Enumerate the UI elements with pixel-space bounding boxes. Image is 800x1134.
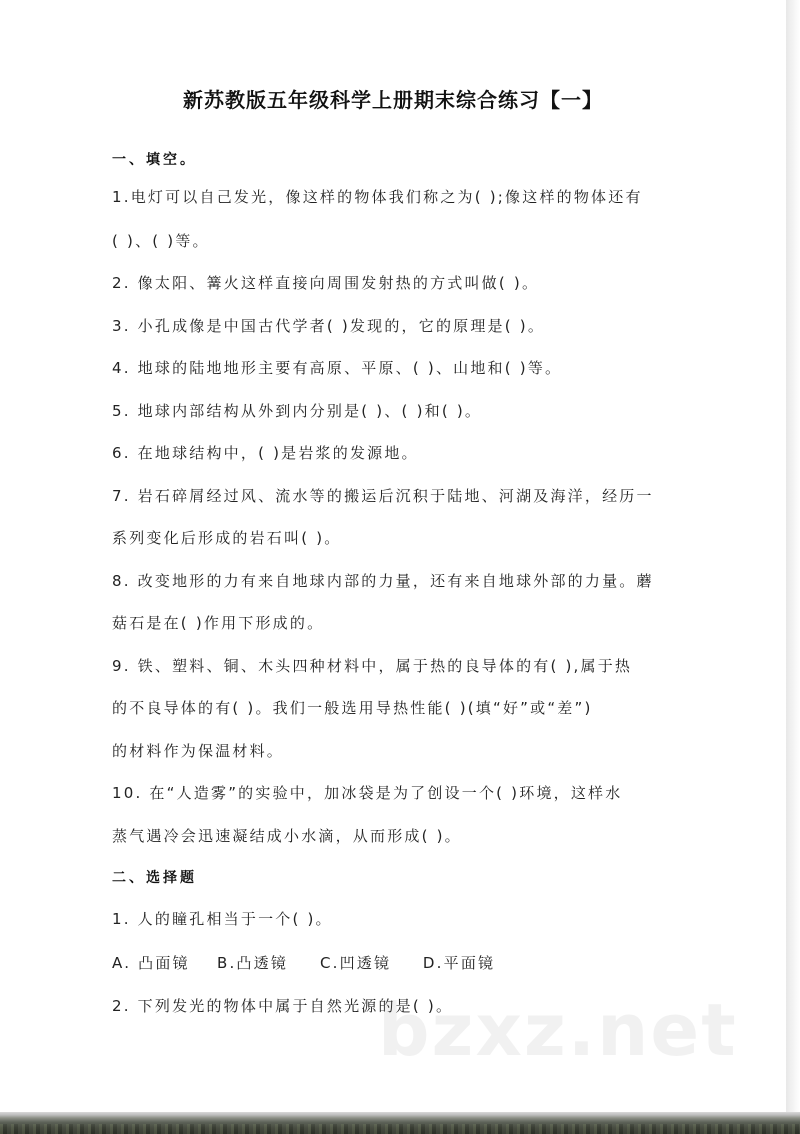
choice-options [112,952,495,973]
choice-question-1: 1. 人的瞳孔相当于一个( )。 [112,910,333,928]
page-edge-shadow [786,0,800,1112]
question-line: 5. 地球内部结构从外到内分别是( )、( )和( )。 [112,402,483,420]
option-c: C.凹透镜 [319,954,392,972]
question-line: 菇石是在( )作用下形成的。 [112,614,325,632]
section-heading-multiple-choice: 二、选择题 [112,870,197,886]
question-line: 的材料作为保温材料。 [112,742,285,760]
question-line: 3. 小孔成像是中国古代学者( )发现的，它的原理是( )。 [112,317,546,335]
watermark-logo: bzxz.net [378,988,738,1072]
question-line: 6. 在地球结构中，( )是岩浆的发源地。 [112,444,419,462]
page-title: 新苏教版五年级科学上册期末综合练习【一】 [183,88,603,112]
question-line: 系列变化后形成的岩石叫( )。 [112,529,342,547]
question-line: 蒸气遇冷会迅速凝结成小水滴，从而形成( )。 [112,827,462,845]
question-line: 2. 像太阳、篝火这样直接向周围发射热的方式叫做( )。 [112,274,540,292]
question-line: 8. 改变地形的力有来自地球内部的力量，还有来自地球外部的力量。蘑 [112,572,654,590]
background-strip [0,1112,800,1134]
question-line: 7. 岩石碎屑经过风、流水等的搬运后沉积于陆地、河湖及海洋，经历一 [112,487,654,505]
option-d: D.平面镜 [422,954,496,972]
section-heading-fill-blank: 一、填空。 [112,152,197,168]
choice-question-2: 2. 下列发光的物体中属于自然光源的是( )。 [112,997,454,1015]
question-line: 10. 在“人造雾”的实验中，加冰袋是为了创设一个( )环境，这样水 [112,784,623,802]
question-line: ( )、( )等。 [112,232,210,250]
question-line: 的不良导体的有( )。我们一般选用导热性能( )(填“好”或“差”) [112,699,593,717]
question-line: 9. 铁、塑料、铜、木头四种材料中，属于热的良导体的有( ),属于热 [112,657,633,675]
option-a: A. 凸面镜 [112,954,190,972]
question-line: 4. 地球的陆地地形主要有高原、平原、( )、山地和( )等。 [112,359,563,377]
question-line: 1.电灯可以自己发光，像这样的物体我们称之为( );像这样的物体还有 [112,188,643,206]
option-b: B.凸透镜 [216,954,289,972]
